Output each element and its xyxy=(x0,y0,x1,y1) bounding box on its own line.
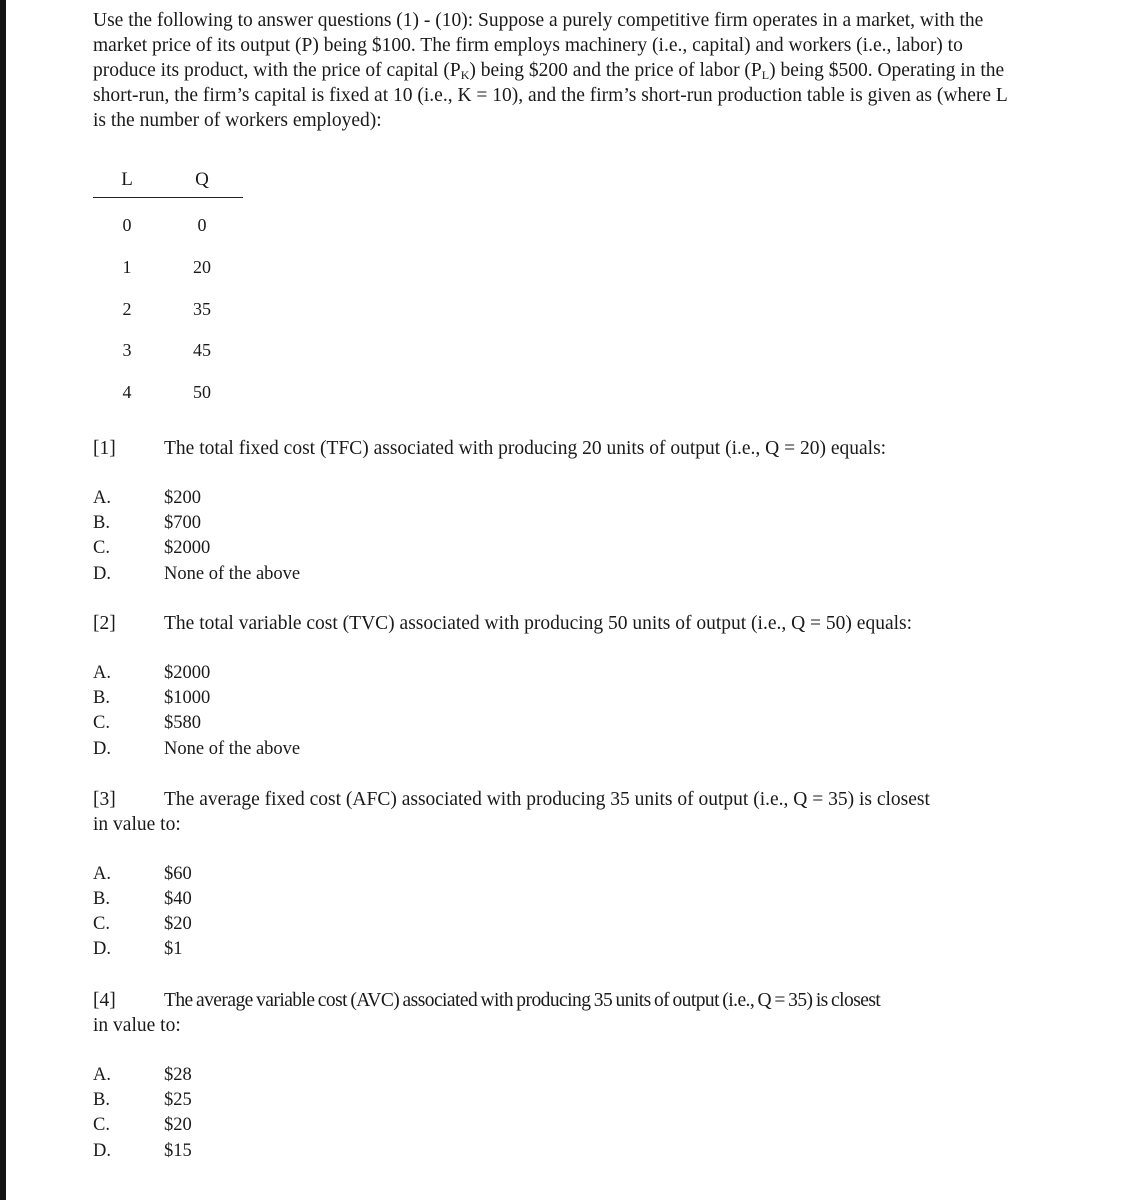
option-text: $15 xyxy=(164,1141,192,1161)
option-letter: C. xyxy=(93,1115,110,1135)
option-text: $20 xyxy=(164,1115,192,1135)
left-edge-bar xyxy=(0,0,6,1200)
option-text: None of the above xyxy=(164,739,301,759)
cell-q: 45 xyxy=(193,340,211,360)
option-letter: A. xyxy=(93,1065,111,1085)
option-text: $1000 xyxy=(164,688,211,708)
option-letter: D. xyxy=(93,564,111,584)
subscript-k: K xyxy=(460,68,470,82)
option-letter: D. xyxy=(93,1141,111,1161)
question-4-text: The average variable cost (AVC) associated with producing 35 units of output (i.e., Q = 35) is closest xyxy=(164,990,881,1011)
option-text: $1 xyxy=(164,939,183,959)
header-rule xyxy=(93,197,243,198)
cell-q: 0 xyxy=(197,215,207,235)
option-letter: A. xyxy=(93,663,111,683)
question-2-number: [2] xyxy=(93,613,116,634)
cell-l: 2 xyxy=(122,299,132,319)
option-letter: B. xyxy=(93,1090,110,1110)
option-letter: C. xyxy=(93,914,110,934)
option-text: $20 xyxy=(164,914,192,934)
cell-l: 1 xyxy=(122,257,132,277)
column-header-l: L xyxy=(121,169,133,190)
question-4-number: [4] xyxy=(93,990,116,1011)
option-text: $25 xyxy=(164,1090,192,1110)
cell-l: 0 xyxy=(122,215,132,235)
question-3-continuation: in value to: xyxy=(93,814,181,835)
option-letter: C. xyxy=(93,713,110,733)
option-letter: C. xyxy=(93,538,110,558)
question-3-text: The average fixed cost (AFC) associated with producing 35 units of output (i.e., Q = 35) is closest xyxy=(164,789,930,810)
column-header-q: Q xyxy=(195,169,209,190)
cell-q: 20 xyxy=(193,257,211,277)
option-letter: A. xyxy=(93,864,111,884)
option-text: $40 xyxy=(164,889,192,909)
option-letter: B. xyxy=(93,513,110,533)
option-text: $28 xyxy=(164,1065,192,1085)
cell-q: 50 xyxy=(193,382,211,402)
cell-l: 3 xyxy=(122,340,132,360)
question-3-number: [3] xyxy=(93,789,116,810)
intro-paragraph xyxy=(93,8,1013,133)
option-text: $200 xyxy=(164,488,201,508)
option-letter: B. xyxy=(93,688,110,708)
option-letter: B. xyxy=(93,889,110,909)
option-text: $60 xyxy=(164,864,192,884)
intro-text-1: Use the following to answer questions (1) - (10): Suppose a purely competitive firm operates in a market, with the market price of its output (P) being $100. The firm employs machinery (i.e., capital) and workers (i.e., labor) to produce its product, with the price of capital (P xyxy=(93,10,984,81)
cell-q: 35 xyxy=(193,299,211,319)
cell-l: 4 xyxy=(122,382,132,402)
option-letter: D. xyxy=(93,939,111,959)
option-letter: D. xyxy=(93,739,111,759)
question-1-number: [1] xyxy=(93,438,116,459)
subscript-l: L xyxy=(761,68,770,82)
option-text: $2000 xyxy=(164,538,211,558)
option-text: $2000 xyxy=(164,663,211,683)
option-text: None of the above xyxy=(164,564,301,584)
question-1-text: The total fixed cost (TFC) associated with producing 20 units of output (i.e., Q = 20) equals: xyxy=(164,438,887,459)
question-4-continuation: in value to: xyxy=(93,1015,181,1036)
option-letter: A. xyxy=(93,488,111,508)
option-text: $580 xyxy=(164,713,201,733)
option-text: $700 xyxy=(164,513,201,533)
question-2-text: The total variable cost (TVC) associated with producing 50 units of output (i.e., Q = 50) equals: xyxy=(164,613,913,634)
intro-text-3: ) being $500. Operating in the short-run, the firm’s capital is fixed at 10 (i.e., K = 10), and the firm’s short-run production table is given as (where L is the number of workers employed): xyxy=(93,60,1008,131)
intro-text-2: ) being $200 and the price of labor (P xyxy=(469,60,762,81)
